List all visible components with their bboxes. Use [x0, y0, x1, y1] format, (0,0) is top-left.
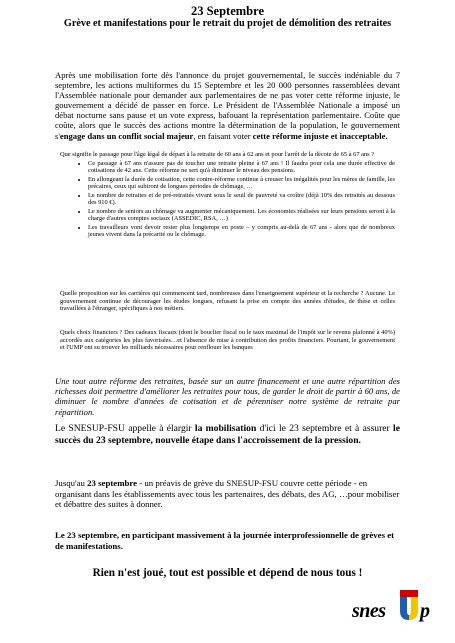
list-item: • Les travailleurs vont devoir rester plus longtemps en poste – y compris au-delà de 67 ans - alors que de nombreux jeunes vivent dans la précarité ou le chômage. — [88, 224, 395, 239]
list-item: • Le nombre de retraites et de pré-retraités vivant sous le seuil de pauvreté va croître (déjà 10% des retraités au dessous des 910 €). — [88, 192, 395, 207]
logo-u-left — [400, 597, 409, 620]
snesup-appeal — [55, 423, 400, 446]
final-call-to-action: Le 23 septembre, en participant massivement à la journée interprofessionnelle de grèves et de manifestations. — [55, 530, 395, 551]
question-financing: Quels choix financiers ? Des cadeaux fiscaux (dont le bouclier fiscal ou le taux maximal de l'impôt sur le revenu plafonné à 40%) accordés aux catégories les plus favorisées…et l'absence de mise à contribution des profits financiers. Pourtant, le gouvernement et l'UMP ont su trouver les milliards nécessaires pour renflouer les banques — [60, 329, 395, 351]
intro-paragraph — [55, 70, 400, 141]
appeal-bold-1: la mobilisation — [194, 423, 257, 434]
alternative-reform-paragraph: Une tout autre réforme des retraites, basée sur un autre financement et une autre répartition des richesses doit permettre d'améliorer les retraites pour tous, de garder le droit de partir à 60 ans, de diminuer le nombre d'années de cotisation et de pérenniser notre système de retraite par répartition. — [55, 376, 400, 417]
question-retirement-age — [60, 151, 395, 240]
list-item: • Ce passage à 67 ans n'assure pas de toucher une retraite pleine à 67 ans ! Il faudra pour cela une durée effective de cotisations de 42 ans. Cette réforme ne sert qu'à diminuer le niveau des pensions. — [88, 160, 395, 175]
question-1-list — [60, 160, 395, 239]
list-item: • Le nombre de seniors au chômage va augmenter mécaniquement. Les économies réalisées sur leurs pensions seront à la charge d'autres comptes sociaux (ASSEDIC, RSA, …) — [88, 208, 395, 223]
intro-middle: , en faisant voter — [193, 130, 253, 141]
appeal-text-2: d'ici le 23 septembre et à assurer — [256, 423, 394, 434]
appeal-bold-2: le succès du 23 septembre, nouvelle étape dans l'accroissement de la pression. — [55, 423, 400, 446]
strike-text-2: - un préavis de grève du SNESUP-FSU couvre cette période - en organisant dans les établissements avec tous les partenaires, des débats, des AG, …pour mobiliser et débattre des suites à donner. — [55, 478, 400, 510]
appeal-text-1: Le SNESUP-FSU appelle à élargir — [55, 423, 195, 434]
question-1-intro: Que signifie le passage pour l'âge légal de départ à la retraite de 60 ans à 62 ans et pour l'arrêt de la décote de 65 à 67 ans ? — [60, 151, 375, 158]
intro-bold: engage dans un conflit social majeur — [59, 130, 194, 141]
tagline: Rien n'est joué, tout est possible et dépend de nous tous ! — [92, 567, 363, 579]
logo-u-top — [400, 590, 418, 597]
intro-text: Après une mobilisation forte dès l'annonce du projet gouvernemental, le succès indéniable du 7 septembre, les actions multiformes du 15 Septembre et les 20 000 personnes rassemblées devant l'Assemblée nationale pour demander aux parlementaires de ne pas voter cette réforme injuste, le gouvernement a décidé de passer en force. Le Président de l'Assemblée Nationale a imposé un débat nocturne sans pause et un vote express, bafouant la représentation parlementaire. Coûte que coûte, alors que le succès des actions montre la détermination de la population, le gouvernement s' — [55, 70, 400, 141]
logo-u-icon — [398, 590, 420, 620]
strike-text-1: Jusqu'au — [55, 478, 88, 488]
logo-text-right: p — [420, 600, 430, 622]
logo-text-left: snes — [352, 600, 386, 622]
question-careers: Quelle proposition sur les carrières qui commencent tard, nombreuses dans l'enseignement supérieur et la recherche ? Aucune. Le gouvernement continue de décourager les études longues, refusant la prise en compte des années d'études, de thèse et celles travaillées à l'étranger, spécifiques à nos métiers. — [60, 290, 395, 312]
snesup-logo — [352, 586, 444, 636]
event-date: 23 Septembre — [190, 4, 265, 18]
strike-bold-date: 23 septembre — [87, 478, 138, 488]
strike-notice — [55, 478, 400, 510]
list-item: • En allongeant la durée de cotisation, cette contre-réforme continue à creuser les inégalités pour les mères de famille, les précaires, ceux qui subiront de longues périodes de chômage, … — [88, 176, 395, 191]
logo-u-right — [409, 597, 418, 620]
flyer-title: Grève et manifestations pour le retrait du projet de démolition des retraites — [63, 18, 392, 29]
intro-bold-2: cette réforme injuste et inacceptable. — [252, 130, 388, 141]
